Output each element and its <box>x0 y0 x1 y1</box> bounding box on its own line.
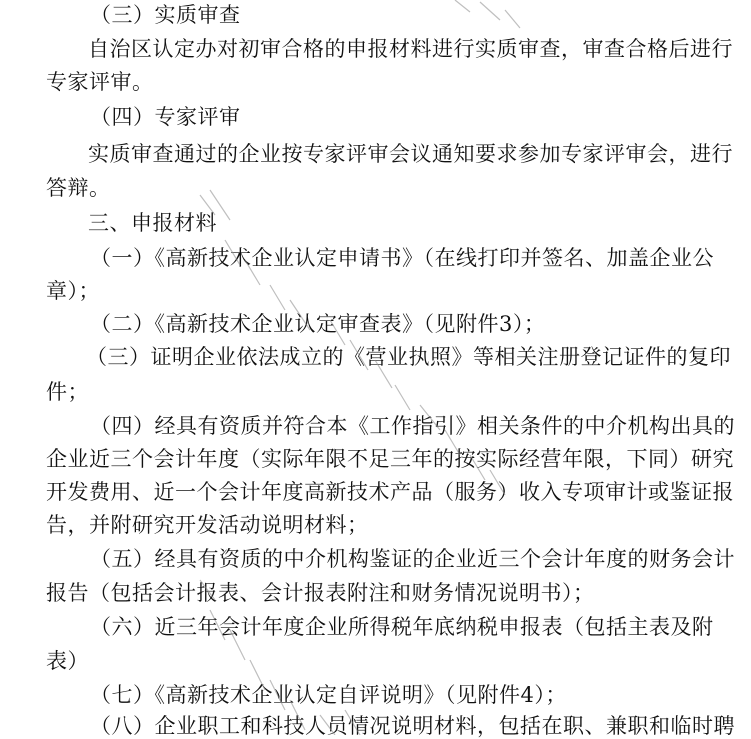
section-heading-materials: 三、申报材料 <box>88 211 217 235</box>
list-item-line: （七）《高新技术企业认定自评说明》（见附件4）； <box>90 683 567 707</box>
list-item-line: 件； <box>46 380 89 404</box>
list-item-line: （六）近三年会计年度企业所得税年底纳税申报表（包括主表及附 <box>90 615 714 639</box>
paragraph-line: 答辩。 <box>46 176 111 200</box>
list-item-line: （二）《高新技术企业认定审查表》（见附件3）； <box>90 312 546 336</box>
list-item-line: （四）经具有资质并符合本《工作指引》相关条件的中介机构出具的 <box>90 414 735 438</box>
heading-substantive-review: （三）实质审查 <box>90 3 241 27</box>
list-item-line: 报告（包括会计报表、会计报表附注和财务情况说明书）； <box>46 581 595 605</box>
list-item-line: 告，并附研究开发活动说明材料； <box>46 513 369 537</box>
paragraph-line: 专家评审。 <box>46 70 154 94</box>
list-item-line: 企业近三个会计年度（实际年限不足三年的按实际经营年限，下同）研究 <box>46 447 734 471</box>
list-item-line: 开发费用、近一个会计年度高新技术产品（服务）收入专项审计或鉴证报 <box>46 480 734 504</box>
list-item-line: （五）经具有资质的中介机构鉴证的企业近三个会计年度的财务会计 <box>90 547 735 571</box>
list-item-line: （一）《高新技术企业认定申请书》（在线打印并签名、加盖企业公 <box>90 246 714 270</box>
list-item-line: （八）企业职工和科技人员情况说明材料，包括在职、兼职和临时聘 <box>90 714 735 738</box>
paragraph-line: 自治区认定办对初审合格的申报材料进行实质审查，审查合格后进行 <box>88 37 733 61</box>
list-item-line: 章）； <box>46 279 100 303</box>
list-item-line: （三）证明企业依法成立的《营业执照》等相关注册登记证件的复印 <box>86 345 731 369</box>
paragraph-line: 实质审查通过的企业按专家评审会议通知要求参加专家评审会，进行 <box>88 142 733 166</box>
heading-expert-review: （四）专家评审 <box>90 105 241 129</box>
list-item-line: 表） <box>46 649 89 673</box>
